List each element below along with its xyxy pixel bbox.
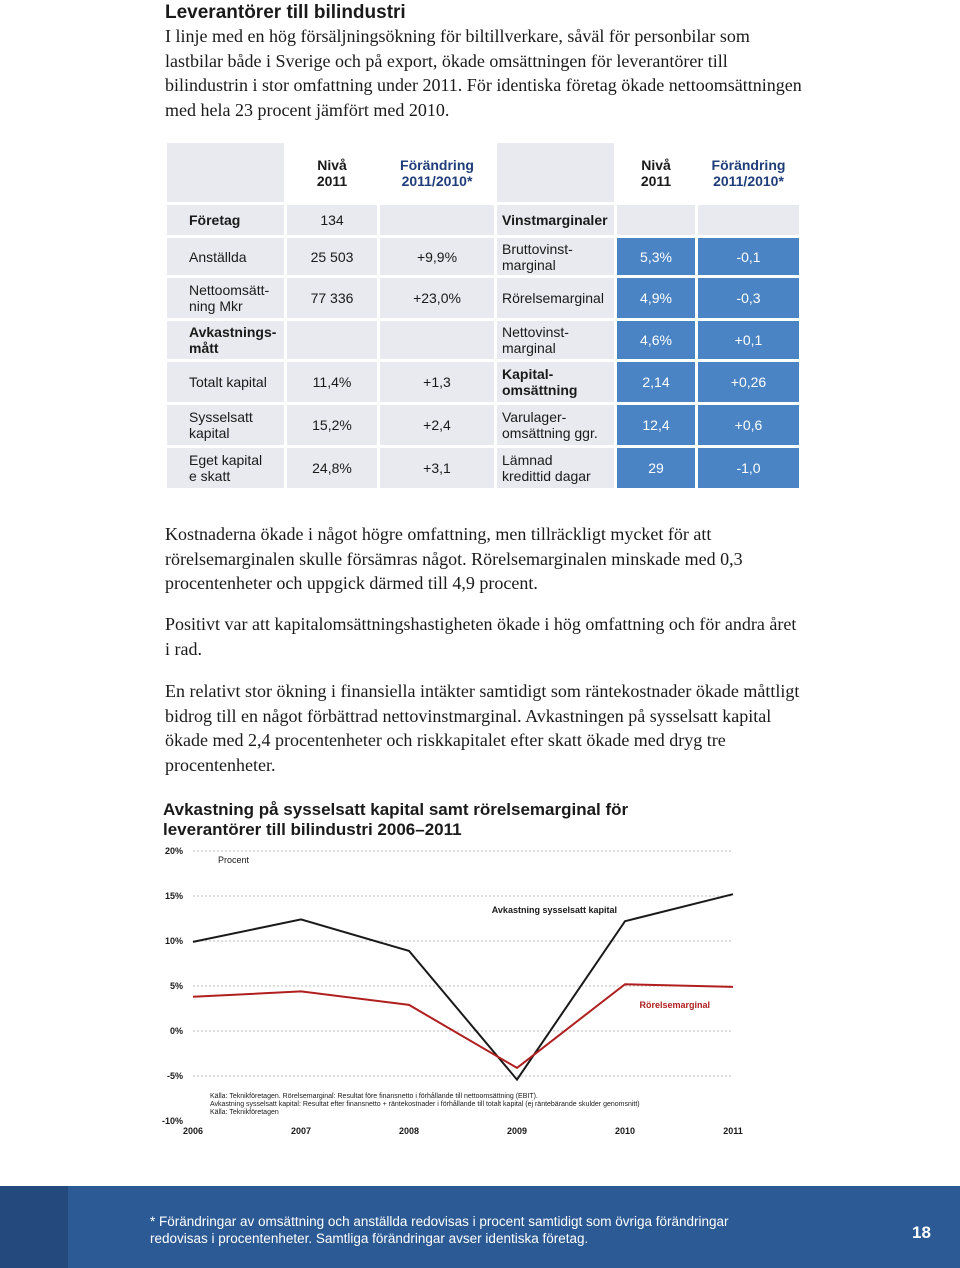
- intro-paragraph: I linje med en hög försäljningsökning för biltillverkare, såväl för personbilar som lastbilar både i Sverige och på export, ökade omsättningen för leverantörer till bilindustrin i stor omfattning under 2011. För identiska företag ökade nettoomsättningen med hela 23 procent jämfört med 2010.: [165, 26, 802, 120]
- left-row-change: +23,0%: [380, 278, 494, 318]
- right-row-level: 2,14: [617, 362, 695, 402]
- paragraph-3: En relativt stor ökning i finansiella intäkter samtidigt som räntekostnader ökade måttligt bidrog till en något förbättrad nettovinstmarginal. Avkastningen på sysselsatt kapital ökade med 2,4 procentenheter och riskkapitalet efter skatt ökade med dryg tre procentenheter.: [165, 681, 800, 775]
- paragraph-2: Positivt var att kapitalomsättningshastigheten ökade i hög omfattning och för andra året i rad.: [165, 614, 797, 659]
- x-tick-label: 2006: [182, 1126, 204, 1136]
- paragraph-1: Kostnaderna ökade i något högre omfattning, men tillräckligt mycket för att rörelsemarginalen skulle försämras något. Rörelsemarginalen minskade med 0,3 procentenheter och uppgick därmed till 4,9 procent.: [165, 524, 743, 593]
- page-number: 18: [912, 1223, 931, 1242]
- series-line: [193, 894, 733, 1079]
- y-tick-label: 5%: [169, 981, 183, 991]
- x-tick-label: 2010: [614, 1126, 636, 1136]
- left-row-level: 15,2%: [287, 405, 377, 445]
- header-level-right: Nivå 2011: [640, 156, 672, 189]
- chart-note: Källa: Teknikföretagen. Rörelsemarginal: Resultat före finansnetto i förhållande till nettoomsättning (EBIT).: [210, 1093, 538, 1100]
- header-change-left: Förändring 2011/2010*: [400, 156, 474, 189]
- left-row-level: 11,4%: [287, 362, 377, 402]
- chart-note: Avkastning sysselsatt kapital: Resultat efter finansnetto + räntekostnader i förhållande till totalt kapital (ej räntebärande skulder genomsnitt): [210, 1101, 640, 1108]
- right-row-level: 5,3%: [617, 238, 695, 275]
- left-row-level: 25 503: [287, 238, 377, 275]
- left-row-label: Sysselsatt kapital: [167, 405, 284, 445]
- section-title: Leverantörer till bilindustri: [165, 2, 406, 23]
- x-tick-label: 2008: [398, 1126, 420, 1136]
- header-change-right: Förändring 2011/2010*: [711, 156, 786, 189]
- series-label: Rörelsemarginal: [639, 1000, 710, 1010]
- chart-note: Källa: Teknikföretagen: [210, 1109, 279, 1116]
- y-tick-label: 10%: [164, 936, 183, 946]
- right-row-change: -1,0: [698, 448, 799, 488]
- y-tick-label: 15%: [164, 891, 183, 901]
- right-row-label: Nettovinst- marginal: [497, 321, 614, 359]
- y-axis-label: Procent: [218, 855, 250, 865]
- left-row-level: 77 336: [287, 278, 377, 318]
- left-row-label: Anställda: [167, 238, 284, 275]
- x-tick-label: 2007: [290, 1126, 312, 1136]
- left-row-change: +9,9%: [380, 238, 494, 275]
- right-row-change: +0,1: [698, 321, 799, 359]
- left-row-change: +3,1: [380, 448, 494, 488]
- right-row-label: Bruttovinst- marginal: [497, 238, 614, 275]
- right-row-change: -0,1: [698, 238, 799, 275]
- right-row-change: +0,26: [698, 362, 799, 402]
- left-row-label: Eget kapital e skatt: [167, 448, 284, 488]
- page-footer: [0, 1186, 960, 1268]
- y-tick-label: 0%: [169, 1026, 183, 1036]
- left-row-label: Totalt kapital: [167, 362, 284, 402]
- right-row-label: Kapital- omsättning: [497, 362, 614, 402]
- right-row-level: 4,6%: [617, 321, 695, 359]
- right-row-level: 12,4: [617, 405, 695, 445]
- left-row-level: 134: [287, 205, 377, 235]
- right-row-change: +0,6: [698, 405, 799, 445]
- left-row-change: +2,4: [380, 405, 494, 445]
- right-row-label: Vinstmarginaler: [497, 205, 614, 235]
- x-tick-label: 2011: [723, 1126, 743, 1136]
- series-label: Avkastning sysselsatt kapital: [491, 905, 617, 915]
- right-row-level: 4,9%: [617, 278, 695, 318]
- left-row-change: +1,3: [380, 362, 494, 402]
- left-row-label: Nettoomsätt- ning Mkr: [167, 278, 284, 318]
- header-level-left: Nivå 2011: [316, 156, 348, 189]
- left-row-level: 24,8%: [287, 448, 377, 488]
- left-row-label: Företag: [167, 205, 284, 235]
- y-tick-label: -5%: [166, 1071, 183, 1081]
- right-row-level: 29: [617, 448, 695, 488]
- y-tick-label: -10%: [161, 1116, 183, 1126]
- series-line: [193, 984, 733, 1068]
- right-row-change: -0,3: [698, 278, 799, 318]
- footnote: * Förändringar av omsättning och anställda redovisas i procent samtidigt som övriga förändringar redovisas i procentenheter. Samtliga förändringar avser identiska företag.: [150, 1214, 729, 1246]
- x-tick-label: 2009: [506, 1126, 528, 1136]
- chart-title: Avkastning på sysselsatt kapital samt rörelsemarginal för leverantörer till bilindustri 2006–2011: [163, 800, 629, 839]
- right-row-label: Lämnad kredittid dagar: [497, 448, 614, 488]
- y-tick-label: 20%: [164, 846, 183, 856]
- right-row-label: Rörelsemarginal: [497, 278, 614, 318]
- right-row-label: Varulager- omsättning ggr.: [497, 405, 614, 445]
- left-row-label: Avkastnings- mått: [167, 321, 284, 359]
- footer-strip: [0, 1186, 68, 1268]
